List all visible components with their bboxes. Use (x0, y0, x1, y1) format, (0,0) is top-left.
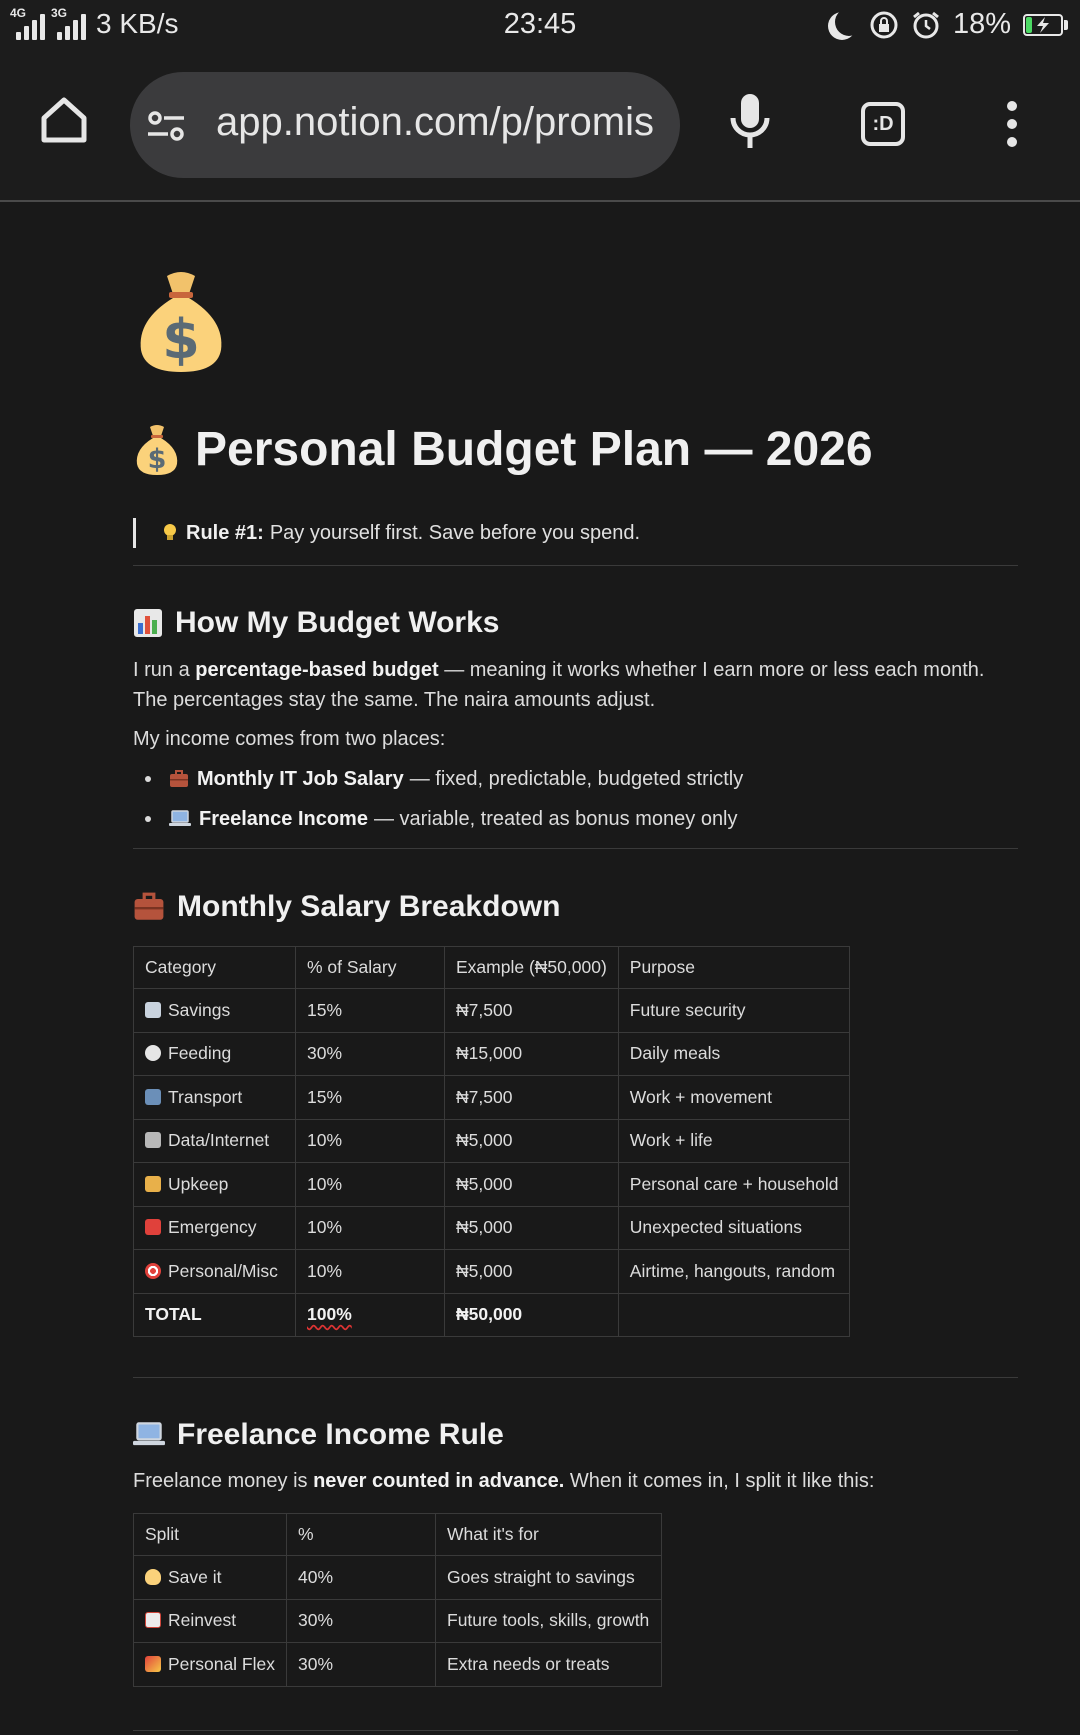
lotion-bottle-icon (145, 1176, 161, 1192)
quote-block[interactable] (133, 518, 640, 548)
table-cell[interactable]: 15% (296, 989, 445, 1033)
battery-charging-icon (1023, 14, 1068, 36)
table-cell[interactable]: ₦5,000 (445, 1119, 619, 1163)
list-item-salary[interactable]: Monthly IT Job Salary — fixed, predictable, budgeted strictly (145, 764, 743, 794)
table-total-row (134, 1293, 850, 1337)
table-cell[interactable]: ₦5,000 (445, 1163, 619, 1207)
table-cell-split[interactable]: Personal Flex (134, 1643, 287, 1687)
table-cell[interactable]: ₦5,000 (445, 1250, 619, 1294)
table-cell[interactable]: Work + movement (618, 1076, 850, 1120)
chart-increasing-icon (145, 1612, 161, 1628)
bus-icon (145, 1089, 161, 1105)
table-row (134, 1599, 662, 1643)
table-row (134, 1032, 850, 1076)
heading-how-my-budget-works[interactable] (133, 606, 499, 640)
table-cell-category[interactable]: Savings (134, 989, 296, 1033)
table-row (134, 1119, 850, 1163)
table-cell[interactable]: ₦15,000 (445, 1032, 619, 1076)
browser-toolbar (0, 52, 1080, 202)
table-header-cell[interactable]: Purpose (618, 947, 850, 989)
party-popper-icon (145, 1656, 161, 1672)
rotation-lock-icon (869, 10, 899, 40)
divider (133, 1730, 1018, 1731)
table-cell[interactable]: 10% (296, 1250, 445, 1294)
table-cell-category[interactable]: Feeding (134, 1032, 296, 1076)
table-header-cell[interactable]: % (287, 1514, 436, 1556)
browser-menu-button[interactable] (992, 96, 1032, 152)
heading-text: Freelance Income Rule (177, 1418, 504, 1451)
network-type-label: 3G (51, 6, 68, 20)
heading-text: How My Budget Works (175, 606, 500, 639)
do-not-disturb-moon-icon (827, 10, 857, 40)
table-cell[interactable]: ₦50,000 (445, 1293, 619, 1337)
freelance-split-table (133, 1513, 662, 1687)
table-cell[interactable]: Personal care + household (618, 1163, 850, 1207)
table-cell[interactable]: 10% (296, 1206, 445, 1250)
microphone-icon (728, 92, 772, 152)
table-cell-category[interactable]: Emergency (134, 1206, 296, 1250)
paragraph-freelance-rule[interactable]: Freelance money is never counted in advance. When it comes in, I split it like this: (133, 1470, 875, 1492)
table-header-cell[interactable]: Split (134, 1514, 287, 1556)
table-cell-category[interactable]: Transport (134, 1076, 296, 1120)
status-bar (0, 0, 1080, 52)
battery-percent: 18% (952, 8, 1011, 40)
quote-bold-text: Rule #1: (186, 521, 264, 544)
laptop-icon (133, 1421, 165, 1449)
table-cell[interactable]: 30% (287, 1599, 436, 1643)
table-cell[interactable]: Unexpected situations (618, 1206, 850, 1250)
heading-freelance-income-rule[interactable] (133, 1418, 504, 1452)
table-cell[interactable]: 15% (296, 1076, 445, 1120)
table-cell[interactable]: Goes straight to savings (436, 1556, 662, 1600)
table-cell[interactable]: Work + life (618, 1119, 850, 1163)
table-cell-category[interactable]: Data/Internet (134, 1119, 296, 1163)
system-indicators (827, 8, 1068, 41)
table-header-cell[interactable]: % of Salary (296, 947, 445, 989)
paragraph-budget-description[interactable]: I run a percentage-based budget — meaning it works whether I earn more or less each month. The percentages stay the same. The naira amounts adjust. (133, 659, 985, 711)
clock: 23:45 (503, 8, 577, 40)
table-header-cell[interactable]: Category (134, 947, 296, 989)
briefcase-icon (169, 770, 189, 788)
table-header-row (134, 1514, 662, 1556)
money-bag-icon (145, 1569, 161, 1585)
table-row (134, 1250, 850, 1294)
table-cell[interactable]: ₦7,500 (445, 989, 619, 1033)
divider (133, 848, 1018, 849)
table-cell[interactable]: Future security (618, 989, 850, 1033)
table-cell[interactable]: 40% (287, 1556, 436, 1600)
table-cell[interactable]: 30% (287, 1643, 436, 1687)
table-cell[interactable]: ₦5,000 (445, 1206, 619, 1250)
home-button[interactable] (34, 90, 94, 150)
table-header-cell[interactable]: Example (₦50,000) (445, 947, 619, 989)
table-cell[interactable]: TOTAL (134, 1293, 296, 1337)
money-bag-icon (133, 424, 181, 476)
table-cell[interactable]: 10% (296, 1119, 445, 1163)
siren-icon (145, 1219, 161, 1235)
table-row (134, 989, 850, 1033)
table-cell-category[interactable]: Upkeep (134, 1163, 296, 1207)
divider (133, 565, 1018, 566)
network-speed: 3 KB/s (96, 8, 179, 39)
satellite-antenna-icon (145, 1132, 161, 1148)
table-row (134, 1556, 662, 1600)
table-cell-category[interactable]: Personal/Misc (134, 1250, 296, 1294)
table-cell[interactable]: Extra needs or treats (436, 1643, 662, 1687)
table-cell[interactable]: Airtime, hangouts, random (618, 1250, 850, 1294)
heading-monthly-salary-breakdown[interactable] (133, 890, 560, 924)
table-row (134, 1206, 850, 1250)
heading-text: Monthly Salary Breakdown (177, 890, 561, 923)
site-settings-icon[interactable] (146, 106, 186, 146)
alarm-clock-icon (911, 10, 941, 40)
table-cell-split[interactable]: Reinvest (134, 1599, 287, 1643)
paragraph-income-sources[interactable]: My income comes from two places: (133, 728, 446, 750)
table-cell[interactable]: 10% (296, 1163, 445, 1207)
svg-text:$: $ (162, 308, 200, 371)
table-cell[interactable] (296, 1293, 445, 1337)
table-cell[interactable] (618, 1293, 850, 1337)
table-header-cell[interactable]: What it's for (436, 1514, 662, 1556)
table-cell[interactable]: 30% (296, 1032, 445, 1076)
target-icon (145, 1263, 161, 1279)
tab-count-label: :D (861, 102, 905, 146)
page-title-text: Personal Budget Plan — 2026 (195, 423, 873, 476)
home-icon (38, 94, 90, 146)
voice-search-button[interactable] (720, 90, 780, 154)
spellcheck-underline: 100% (307, 1304, 352, 1325)
table-row (134, 1643, 662, 1687)
money-bag-page-icon[interactable] (133, 270, 229, 374)
table-row (134, 1163, 850, 1207)
network-type-label: 4G (10, 6, 27, 20)
page-title[interactable] (133, 422, 873, 477)
svg-text:$: $ (147, 443, 167, 475)
light-bulb-icon (162, 523, 178, 543)
briefcase-icon (133, 892, 165, 922)
tab-switcher-button[interactable] (855, 96, 911, 152)
bank-icon (145, 1002, 161, 1018)
quote-text: Pay yourself first. Save before you spend. (269, 521, 641, 544)
plate-icon (145, 1045, 161, 1061)
url-text[interactable]: app.notion.com/p/promis (216, 100, 655, 144)
table-cell[interactable]: ₦7,500 (445, 1076, 619, 1120)
salary-breakdown-table (133, 946, 850, 1337)
address-bar[interactable] (130, 72, 680, 178)
table-row (134, 1076, 850, 1120)
table-header-row (134, 947, 850, 989)
bar-chart-icon (133, 608, 163, 638)
table-cell[interactable]: Daily meals (618, 1032, 850, 1076)
table-cell-split[interactable]: Save it (134, 1556, 287, 1600)
more-options-icon (1007, 101, 1017, 111)
table-cell[interactable]: Future tools, skills, growth (436, 1599, 662, 1643)
list-item-freelance[interactable]: Freelance Income — variable, treated as bonus money only (145, 804, 738, 834)
divider (133, 1377, 1018, 1378)
laptop-icon (169, 810, 191, 828)
